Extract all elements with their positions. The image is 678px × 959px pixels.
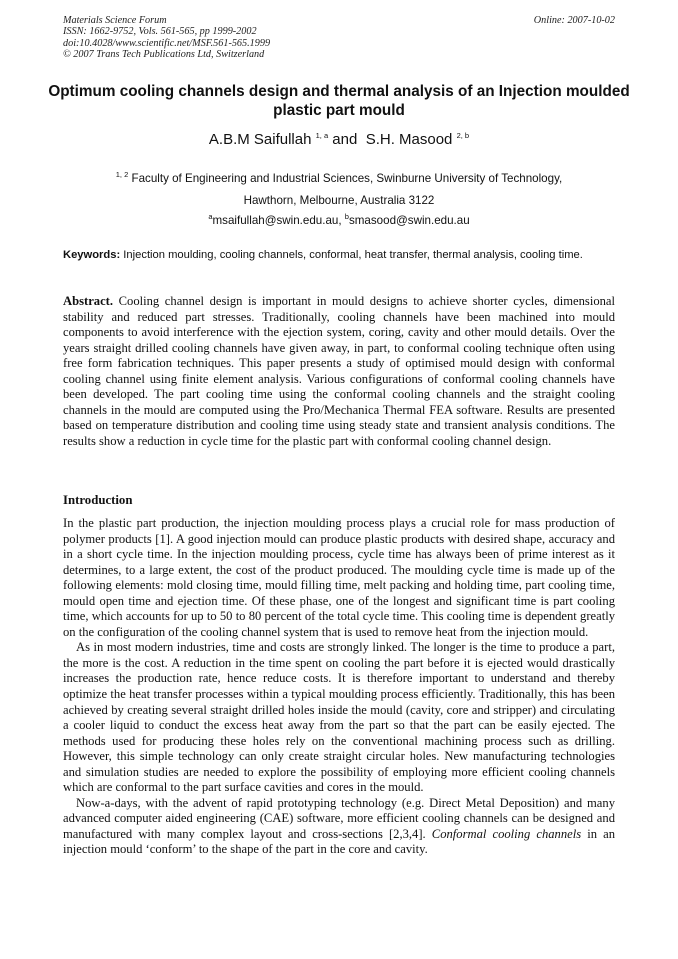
author-2: S.H. Masood: [365, 131, 453, 148]
abstract-text: Cooling channel design is important in mould designs to achieve shorter cycles, dimensional stability and reduced part stresses. Traditionally, cooling channels have been machined into mould components to avoid interference with the ejection system, coring, cavity and other mould details. Over the years straight drilled cooling channels have given away, in part, to conformal cooling technique often using free form fabrication techniques. This paper presents a study of optimised mould design with conformal cooling channel using finite element analysis. Various configurations of conformal cooling channels have been developed. The part cooling time using the conformal cooling channels and the straight cooling channels in the mould are computed using the Pro/Mechanica Thermal FEA software. Results are presented based on temperature distribution and cooling time using steady state and transient analysis conditions. The results show a reduction in cycle time for the plastic part with conformal cooling channel design.: [63, 294, 615, 448]
author-2-affil-mark: 2, b: [456, 131, 470, 140]
intro-paragraph-3-start: Now-a-days, with the advent of rapid prototyping technology (e.g. Direct Metal Deposition) and many advanced computer aided engineering (CAE) software, more efficient cooling channels can be designed and manufactured with many complex layout and cross-sections [2,3,4].: [63, 795, 615, 841]
keywords-text: Injection moulding, cooling channels, conformal, heat transfer, thermal analysis, cooling time.: [120, 249, 583, 261]
keywords-block: [63, 249, 615, 262]
abstract-label: Abstract.: [63, 294, 114, 308]
author-1-affil-mark: 1, a: [315, 131, 329, 140]
journal-header: [63, 15, 615, 60]
intro-paragraph-3: [63, 796, 615, 858]
affiliation-institution: Faculty of Engineering and Industrial Sciences, Swinburne University of Technology,: [131, 172, 563, 185]
paper-title: Optimum cooling channels design and thermal analysis of an Injection moulded plastic part mould: [48, 83, 630, 119]
email-b[interactable]: smasood@swin.edu.au: [348, 214, 470, 227]
issn-line: ISSN: 1662-9752, Vols. 561-565, pp 1999-2002: [63, 26, 257, 38]
abstract-block: [63, 294, 615, 449]
introduction-body: [63, 516, 615, 858]
email-b-mark: b: [344, 212, 349, 222]
intro-paragraph-3-end: in an injection mould ‘conform’ to the shape of the part in the core and cavity.: [63, 826, 616, 857]
email-a-mark: a: [208, 212, 213, 222]
intro-paragraph-2: As in most modern industries, time and costs are strongly linked. The longer is the time to produce a part, the more is the cost. A reduction in the time spent on cooling the part before it is ejected would drastically increases the production rate, hence reduce costs. It is therefore important to understand and thereby optimize the heat transfer processes within a typical moulding process efficiently. Traditionally, this has been achieved by creating several straight drilled holes inside the mould (cavity, core and stripper) and circulating a cooler liquid to conduct the excess heat away from the part so that the part can be easily ejected. The methods used for producing these holes rely on the conventional machining process such as drilling. However, this simple technology can only create straight circular holes. New manufacturing technologies and simulation studies are needed to explore the possibility of employing more efficient cooling channels which are conformal to the part surface cavities and cores in the mould.: [63, 640, 615, 795]
author-conjunction: and: [328, 131, 362, 148]
email-line: [0, 214, 678, 227]
affiliation-mark: 1, 2: [115, 170, 129, 180]
affiliation-line-2: Hawthorn, Melbourne, Australia 3122: [243, 194, 435, 207]
affiliation-line-1: [0, 172, 678, 185]
author-1: A.B.M Saifullah: [208, 131, 312, 148]
author-line: [0, 131, 678, 148]
copyright-line: © 2007 Trans Tech Publications Ltd, Switzerland: [63, 48, 265, 60]
email-a[interactable]: msaifullah@swin.edu.au,: [212, 214, 345, 227]
doi-line: doi:10.4028/www.scientific.net/MSF.561-565.1999: [63, 37, 271, 49]
intro-paragraph-3-italic: Conformal cooling channels: [431, 826, 582, 841]
journal-name: Materials Science Forum: [63, 15, 167, 26]
keywords-label: Keywords:: [63, 249, 121, 261]
intro-paragraph-1: In the plastic part production, the injection moulding process plays a crucial role for mass production of polymer products [1]. A good injection mould can produce plastic products with desired shape, accuracy and in a short cycle time. In the injection moulding process, cycle time has always been of prime interest as it determines, to a large extent, the cost of the product produced. The moulding cycle time is made up of the following elements: mold closing time, mould filling time, melt packing and holding time, part cooling time, mould open time and ejection time. Of these phase, one of the longest and significant time is part cooling time, which accounts for up to 50 to 80 percent of the total cycle time. This cooling time is dependent greatly on the configuration of the cooling channel system that is used to remove heat from the injection mould.: [63, 516, 615, 639]
introduction-heading: Introduction: [63, 493, 133, 507]
online-date: Online: 2007-10-02: [533, 15, 615, 26]
